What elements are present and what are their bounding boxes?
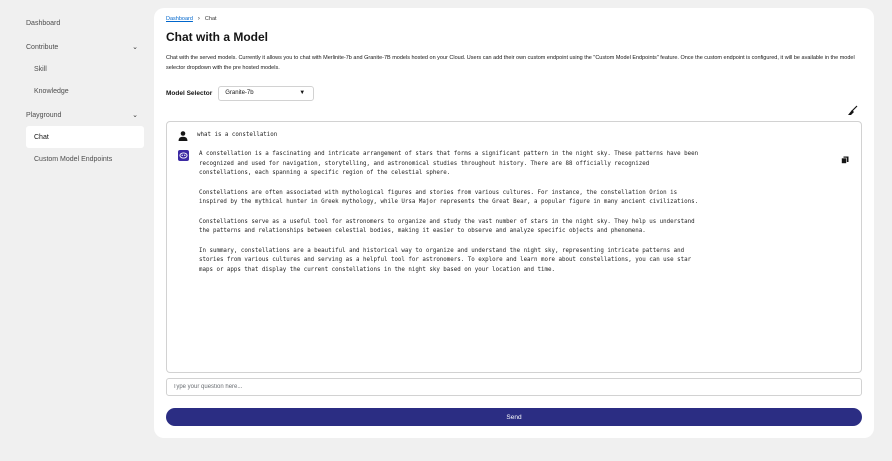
model-selector-row [166,85,862,101]
send-button[interactable]: Send [166,408,862,426]
chat-history[interactable] [166,121,862,373]
sidebar-item-label: Playground [26,111,62,119]
breadcrumb-link-dashboard[interactable]: Dashboard [166,16,193,22]
question-input[interactable] [166,378,862,396]
sidebar-item-chat[interactable] [26,126,144,148]
bot-paragraph: Constellations serve as a useful tool for astronomers to organize and study the vast number of stars in the night sky. They help us understand the patterns and relationships between celestial bodies, making it easier to observe and analyze specific objects and phenomena. [199,218,695,234]
sidebar-item-dashboard[interactable] [0,12,152,34]
sidebar-item-skill[interactable] [0,58,152,80]
main-panel [154,8,874,438]
broom-icon[interactable] [848,105,858,115]
model-selector-value: Granite-7b [225,90,254,96]
sidebar [0,0,152,461]
sidebar-item-custom-model-endpoints[interactable] [0,148,152,170]
sidebar-group-playground[interactable] [0,104,152,126]
bot-paragraph: Constellations are often associated with mythological figures and stories from various cultures. For instance, the constellation Orion is inspired by the mythical hunter in Greek mythology, while Ursa Major represents the Great Bear, a popular figure in many ancient civilizations. [199,189,699,205]
sidebar-item-label: Dashboard [26,19,61,27]
bot-message-body [199,150,839,285]
brain-icon [179,151,188,160]
breadcrumb-current: Chat [204,16,217,22]
user-icon [177,130,189,142]
caret-down-icon: ▼ [299,90,306,96]
page-title: Chat with a Model [166,30,268,44]
sidebar-item-label: Chat [34,133,49,141]
breadcrumb [166,16,862,22]
chevron-right-icon: › [197,16,200,22]
bot-message [177,150,851,285]
sidebar-item-label: Contribute [26,43,59,51]
model-selector-dropdown[interactable] [218,86,314,101]
sidebar-item-label: Knowledge [34,87,69,95]
page-description: Chat with the served models. Currently it allows you to chat with Merlinite-7b and Granite-7B models hosted on your Cloud. Users can add their own custom endpoint using the "Custom Model Endpoints" feature. Once the custom endpoint is configured, it will be available in the model selector dropdown with the pre hosted models. [166,55,855,71]
bot-avatar-icon [178,150,189,161]
chevron-down-icon: ⌄ [132,112,138,119]
copy-icon[interactable] [841,156,849,164]
bot-paragraph: A constellation is a fascinating and intricate arrangement of stars that forms a significant pattern in the night sky. These patterns have been recognized and used for navigation, storytelling, and astronomical studies throughout history. There are 88 officially recognized constellations, each spanning a specific region of the celestial sphere. [199,151,699,176]
chevron-down-icon: ⌄ [132,44,138,51]
model-selector-label: Model Selector [166,89,213,97]
sidebar-item-knowledge[interactable] [0,80,152,102]
sidebar-item-label: Skill [34,65,47,73]
user-message-text: what is a constellation [197,132,278,139]
bot-paragraph: In summary, constellations are a beautiful and historical way to organize and understand the night sky, representing intricate patterns and stories from various cultures and serving as a helpful tool for astronomers. To explore and learn more about constellations, you can use star maps or apps that display the current constellations in the night sky based on your location and time. [199,247,692,273]
user-message [177,130,851,142]
sidebar-group-contribute[interactable] [0,36,152,58]
sidebar-item-label: Custom Model Endpoints [34,155,113,163]
